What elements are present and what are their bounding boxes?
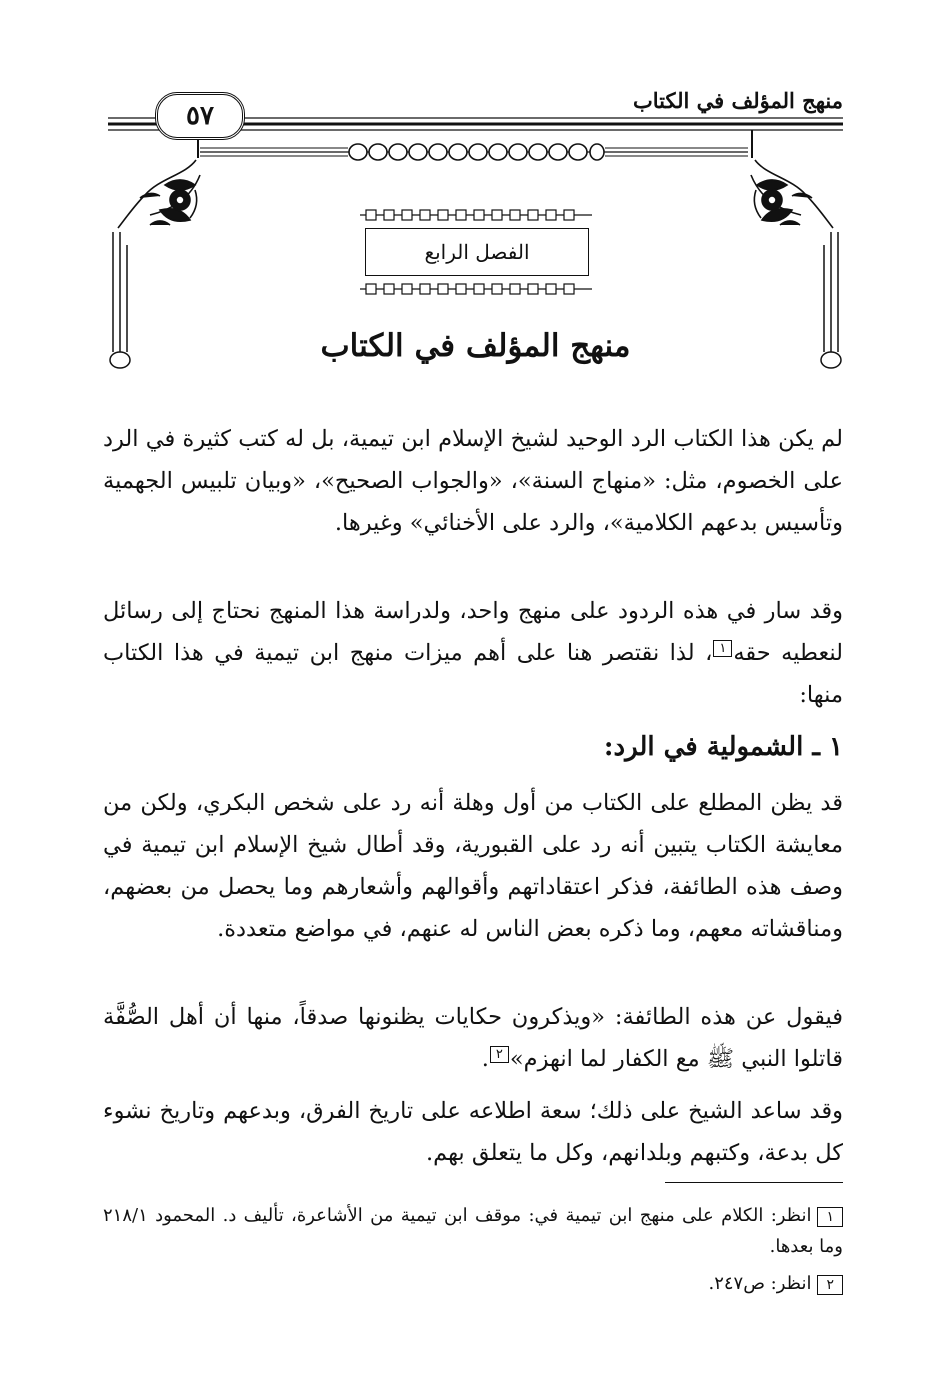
chapter-title: منهج المؤلف في الكتاب — [320, 328, 631, 364]
page-number: ٥٧ — [155, 92, 245, 140]
paragraph-4-text-b: . — [481, 1046, 489, 1072]
paragraph-5: وقد ساعد الشيخ على ذلك؛ سعة اطلاعه على تاريخ الفرق، وبدعهم وتاريخ نشوء كل بدعة، وكتبهم وبلدانهم، وكل ما يتعلق بهم. — [103, 1098, 843, 1166]
left-floral-ornament — [118, 160, 200, 228]
footnote-1-number: ١ — [817, 1207, 843, 1227]
footnote-2-text: انظر: ص٢٤٧. — [708, 1273, 812, 1294]
paragraph-4 — [103, 996, 843, 1080]
footnote-2 — [103, 1268, 843, 1299]
section-heading-1: ١ ـ الشمولية في الرد: — [603, 732, 843, 762]
paragraph-1: لم يكن هذا الكتاب الرد الوحيد لشيخ الإسلام ابن تيمية، بل له كتب كثيرة في الرد على الخصوم، مثل: «منهاج السنة»، «والجواب الصحيح»، «وبيان تلبيس الجهمية وتأسيس بدعهم الكلامية»، والرد على الأخنائي» وغيرها. — [103, 426, 843, 536]
chain-ornament-top — [360, 208, 592, 222]
footnote-ref-1[interactable]: ١ — [713, 640, 732, 657]
paragraph-4-text-a: فيقول عن هذه الطائفة: «ويذكرون حكايات يظنونها صدقاً، منها أن أهل الصُّفَّة قاتلوا النبي ﷺ مع الكفار لما انهزم» — [103, 1004, 843, 1072]
chain-ornament-bottom — [360, 282, 592, 296]
chapter-label: الفصل الرابع — [424, 240, 530, 264]
footnote-ref-2[interactable]: ٢ — [490, 1046, 509, 1063]
chapter-label-frame — [365, 228, 589, 276]
paragraph-2 — [103, 590, 843, 716]
paragraph-2-text-a: وقد سار في هذه الردود على منهج واحد، ولدراسة هذا المنهج نحتاج إلى رسائل لنعطيه حقه — [103, 598, 843, 666]
paragraph-3: قد يظن المطلع على الكتاب من أول وهلة أنه رد على شخص البكري، ولكن من معايشة الكتاب يتبين أنه رد على القبورية، وقد أطال شيخ الإسلام ابن تيمية في وصف هذه الطائفة، فذكر اعتقاداتهم وأقوالهم وأشعارهم وما يحصل من بعضهم، ومناقشاته معهم، وما ذكره بعض الناس له عنهم، في مواضع متعددة. — [103, 790, 843, 942]
right-floral-ornament — [751, 160, 833, 228]
footnote-divider — [665, 1182, 843, 1183]
running-header: منهج المؤلف في الكتاب — [633, 88, 843, 113]
footnote-1-text: انظر: الكلام على منهج ابن تيمية في: موقف ابن تيمية من الأشاعرة، تأليف د. المحمود ٢١٨/١ وما بعدها. — [103, 1205, 843, 1257]
footnote-2-number: ٢ — [817, 1275, 843, 1295]
paragraph-2-text-b: ، لذا نقتصر هنا على أهم ميزات منهج ابن تيمية في هذا الكتاب منها: — [103, 640, 843, 708]
footnote-1 — [103, 1200, 843, 1262]
